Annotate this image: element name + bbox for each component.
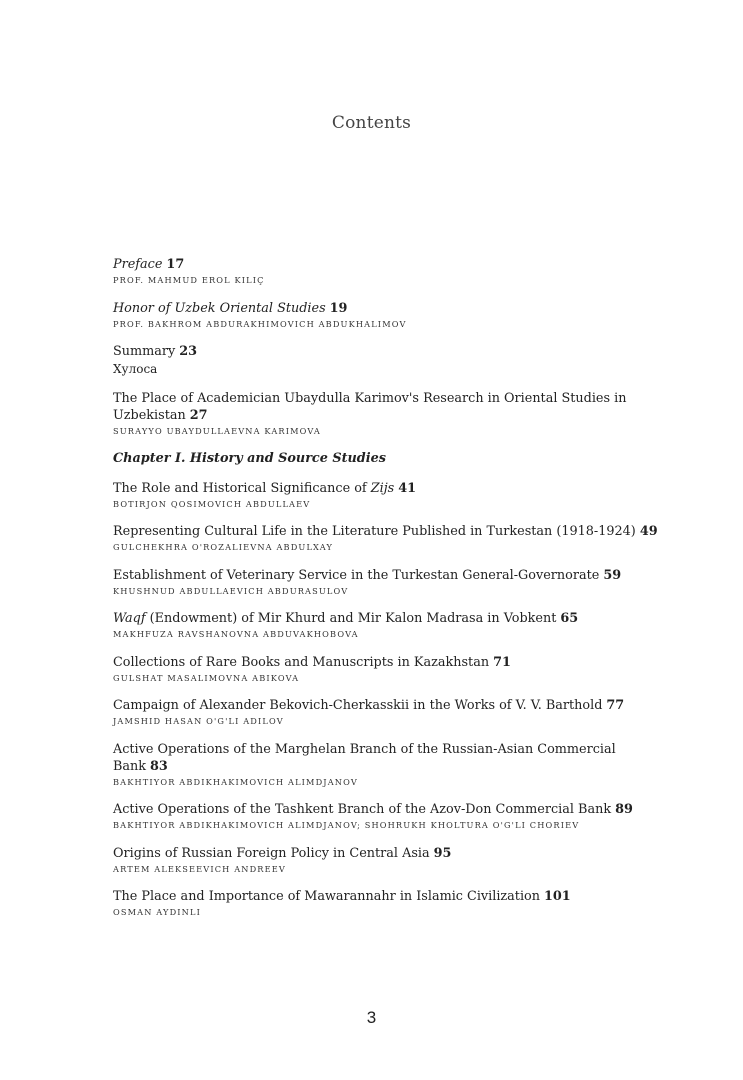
toc-entry-title-text: The Place of Academician Ubaydulla Karimov's Research in Oriental Studies in Uzbekistan xyxy=(113,390,627,423)
toc-entry-title-text: Establishment of Veterinary Service in the Turkestan General-Governorate xyxy=(113,567,600,583)
toc-entry-title xyxy=(113,343,673,360)
toc-entry-page: 101 xyxy=(543,889,571,904)
toc-entry-page: 65 xyxy=(560,611,579,626)
toc-entry-title-italic: Honor of Uzbek Oriental Studies xyxy=(113,300,326,316)
toc-entry-page: 71 xyxy=(493,654,511,670)
toc-entry-title-text: Collections of Rare Books and Manuscripts in Kazakhstan xyxy=(113,654,490,670)
toc-entry-title xyxy=(113,801,673,818)
page-number: 3 xyxy=(366,1008,377,1027)
toc-entry-tashkent[interactable] xyxy=(113,801,673,832)
toc-entry-title-text: (Endowment) of Mir Khurd and Mir Kalon Madrasa in Vobkent xyxy=(145,611,557,626)
toc-entry-page: 23 xyxy=(179,344,198,359)
toc-entry-marghelan[interactable] xyxy=(113,741,673,789)
toc-entry-author: GULSHAT MASALIMOVNA ABIKOVA xyxy=(113,672,300,683)
toc-entry-author: BAKHTIYOR ABDIKHAKIMOVICH ALIMDJANOV xyxy=(113,776,358,787)
toc-entry-author: PROF. BAKHROM ABDURAKHIMOVICH ABDUKHALIMOV xyxy=(113,318,407,329)
toc-entry-title xyxy=(113,390,673,424)
toc-entry-russian-policy[interactable] xyxy=(113,845,673,876)
toc-entry-page: 59 xyxy=(603,567,622,583)
toc-entry-title-text: Active Operations of the Marghelan Branch of the Russian-Asian Commercial Bank xyxy=(113,741,616,774)
toc-entry-zijs[interactable] xyxy=(113,480,673,511)
toc-entry-page: 95 xyxy=(433,845,452,861)
toc-entry-page: 49 xyxy=(639,524,658,539)
toc-entry-title-text: Origins of Russian Foreign Policy in Central Asia xyxy=(113,845,430,861)
toc-entry-rare-books[interactable] xyxy=(113,654,673,685)
toc-entry-author: JAMSHID HASAN O'G'LI ADILOV xyxy=(113,716,284,726)
toc-entry-campaign[interactable] xyxy=(113,697,673,728)
toc-entry-title-text: Representing Cultural Life in the Literature Published in Turkestan (1918-1924) xyxy=(113,524,636,539)
toc-entry-title-text: Campaign of Alexander Bekovich-Cherkasskii in the Works of V. V. Barthold xyxy=(113,698,603,713)
toc-entry-page: 41 xyxy=(398,480,417,496)
toc-entry-author: GULCHEKHRA O'ROZALIEVNA ABDULXAY xyxy=(113,542,334,552)
toc-entry-page: 19 xyxy=(329,300,348,316)
toc-entry-preface[interactable] xyxy=(113,256,673,287)
toc-entry-title xyxy=(113,654,673,671)
toc-entry-page: 27 xyxy=(189,407,208,423)
toc-entry-author: MAKHFUZA RAVSHANOVNA ABDUVAKHOBOVA xyxy=(113,629,359,639)
toc-entry-title-text: The Place and Importance of Mawarannahr in Islamic Civilization xyxy=(113,889,540,904)
toc-entry-page: 17 xyxy=(166,257,185,272)
toc-entry-page: 89 xyxy=(615,802,633,817)
chapter-heading: Chapter I. History and Source Studies xyxy=(113,451,386,466)
toc-entry-subtitle: Хулоса xyxy=(113,362,158,376)
toc-entry-cultural-life[interactable] xyxy=(113,523,673,554)
toc-entry-mawarannahr[interactable] xyxy=(113,888,673,919)
toc-entry-page: 77 xyxy=(606,698,625,713)
toc-entry-veterinary[interactable] xyxy=(113,567,673,598)
toc-entry-title-italic: Zijs xyxy=(370,480,395,496)
toc-entry-author: KHUSHNUD ABDULLAEVICH ABDURASULOV xyxy=(113,585,349,596)
toc-entry-title-text: The Role and Historical Significance of xyxy=(113,480,371,496)
table-of-contents xyxy=(113,256,673,932)
toc-entry-author: SURAYYO UBAYDULLAEVNA KARIMOVA xyxy=(113,425,321,436)
toc-entry-title xyxy=(113,741,673,775)
toc-entry-title-text: Summary xyxy=(113,344,176,359)
toc-entry-author: BAKHTIYOR ABDIKHAKIMOVICH ALIMDJANOV; SHOHRUKH KHOLTURA O'G'LI CHORIEV xyxy=(113,820,580,830)
toc-entry-title xyxy=(113,300,673,317)
toc-entry-karimov[interactable] xyxy=(113,390,673,438)
toc-entry-title xyxy=(113,523,673,540)
toc-entry-title xyxy=(113,845,673,862)
toc-entry-author: BOTIRJON QOSIMOVICH ABDULLAEV xyxy=(113,498,311,509)
toc-entry-author: PROF. MAHMUD EROL KILIÇ xyxy=(113,275,265,285)
toc-entry-title xyxy=(113,256,673,273)
toc-entry-title-text: Active Operations of the Tashkent Branch of the Azov-Don Commercial Bank xyxy=(113,802,612,817)
toc-entry-title-italic: Waqf xyxy=(113,611,146,626)
toc-entry-author: OSMAN AYDINLI xyxy=(113,907,201,917)
page-title: Contents xyxy=(331,113,412,133)
toc-entry-title xyxy=(113,697,673,714)
toc-entry-title xyxy=(113,480,673,497)
toc-entry-honor[interactable] xyxy=(113,300,673,331)
toc-entry-title-italic: Preface xyxy=(113,257,163,272)
toc-entry-page: 83 xyxy=(150,758,168,774)
toc-entry-waqf[interactable] xyxy=(113,610,673,641)
toc-entry-title xyxy=(113,888,673,905)
toc-entry-title xyxy=(113,610,673,627)
toc-entry-author: ARTEM ALEKSEEVICH ANDREEV xyxy=(113,863,286,874)
toc-entry-title xyxy=(113,567,673,584)
toc-entry-summary[interactable] xyxy=(113,343,673,377)
